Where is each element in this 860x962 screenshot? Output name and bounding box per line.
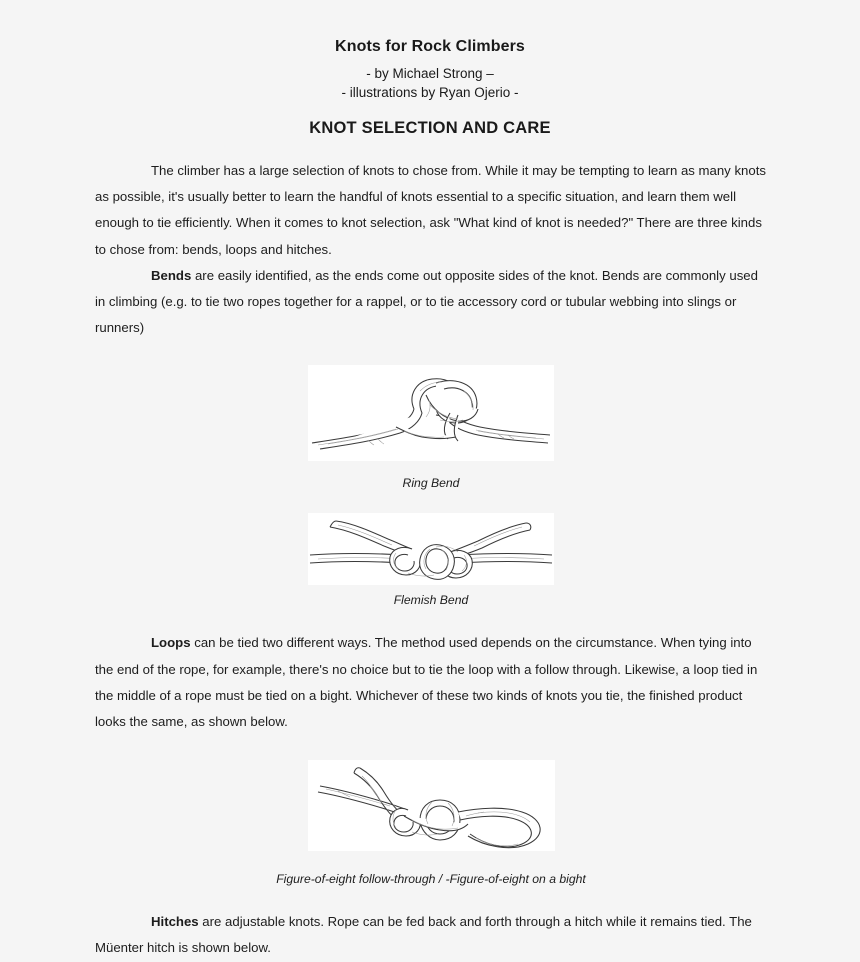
paragraph-hitches — [95, 887, 767, 961]
loops-lead-in: Loops — [151, 635, 191, 651]
caption-flemish-bend: Flemish Bend — [393, 593, 469, 608]
document-body — [93, 138, 767, 962]
caption-figure-of-eight: Figure-of-eight follow-through / -Figure-of-eight on a bight — [276, 872, 586, 887]
figure-figure-of-eight — [95, 735, 767, 887]
figure-ring-bend — [95, 341, 767, 491]
caption-ring-bend: Ring Bend — [402, 476, 460, 491]
bends-lead-in: Bends — [151, 267, 192, 283]
flemish-bend-illustration — [308, 513, 554, 585]
paragraph-intro: The climber has a large selection of knots to chose from. While it may be tempting to learn as many knots as possible, it's usually better to learn the handful of knots essential to a specific situation, and learn them well enough to tie efficiently. When it comes to knot selection, ask "What kind of knot is needed?" There are three kinds to chose from: bends, loops and hitches. — [95, 163, 766, 257]
bends-body-text: are easily identified, as the ends come out opposite sides of the knot. Bends are commonly used in climbing (e.g. to tie two ropes together for a rappel, or to tie accessory cord or tubular webbing into slings or runners) — [95, 267, 758, 336]
section-heading: KNOT SELECTION AND CARE — [309, 119, 551, 137]
byline-illustrator: - illustrations by Ryan Ojerio - — [341, 85, 519, 100]
hitches-lead-in: Hitches — [151, 914, 199, 930]
figure-of-eight-illustration — [308, 760, 555, 851]
loops-body-text: can be tied two different ways. The method used depends on the circumstance. When tying into the end of the rope, for example, there's no choice but to tie the loop with a follow through. Likewise, a loop tied in the middle of a rope must be tied on a bight. Whichever of these two kinds of knots you tie, the finished product looks the same, as shown below. — [95, 635, 758, 730]
paragraph-loops — [95, 608, 767, 735]
document-title: Knots for Rock Climbers — [335, 38, 525, 55]
figure-flemish-bend — [95, 491, 767, 608]
hitches-body-text: are adjustable knots. Rope can be fed back and forth through a hitch while it remains tied. The Müenter hitch is shown below. — [95, 914, 752, 956]
ring-bend-illustration — [308, 365, 554, 461]
paragraph-bends — [95, 263, 767, 342]
byline-author: - by Michael Strong – — [366, 66, 494, 81]
